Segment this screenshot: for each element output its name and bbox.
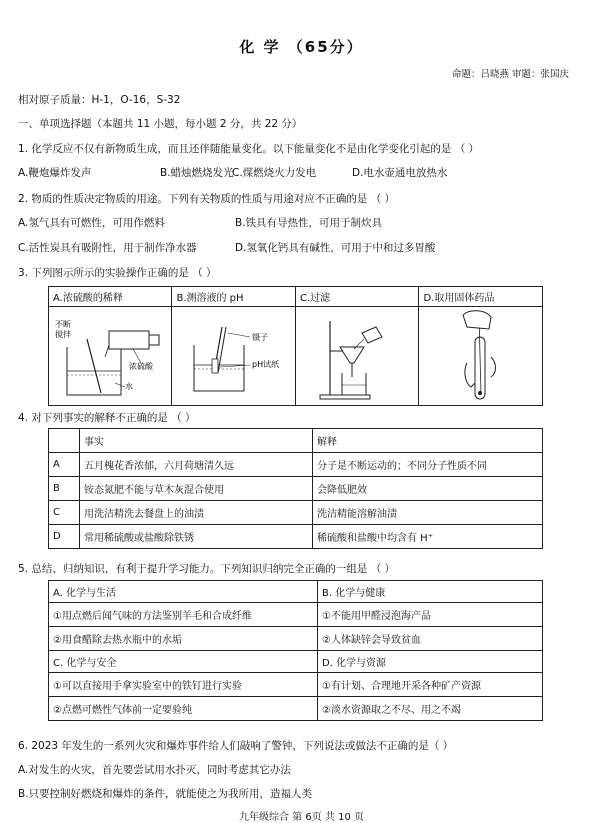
q1-option-a: A.鞭炮爆炸发声	[18, 167, 92, 179]
q2-option-d: D.氢氧化钙具有碱性，可用于中和过多胃酸	[235, 242, 436, 254]
q6-stem: 6. 2023 年发生的一系列火灾和爆炸事件给人们敲响了警钟，下列说法或做法不正确的是（ ）	[18, 740, 454, 752]
q4-row-d-explain: 稀硫酸和盐酸中均含有 H⁺	[313, 525, 543, 549]
q5-b-item-2: ②人体缺锌会导致贫血	[318, 627, 543, 651]
ph-paper-label: pH试纸	[252, 360, 280, 369]
acid-dilution-diagram	[49, 307, 173, 405]
q3-header-a: A.浓硫酸的稀释	[49, 287, 172, 307]
q6-option-a: A.对发生的火灾，首先要尝试用水扑灭，同时考虑其它办法	[18, 764, 291, 776]
acid-label: 浓硫酸	[129, 362, 153, 371]
authors-line: 命题：吕晓燕 审题：张国庆	[451, 69, 569, 80]
q3-image-b	[172, 307, 296, 406]
q1-option-d: D.电水壶通电放热水	[352, 167, 448, 179]
q4-row-a-key: A	[49, 453, 80, 477]
page-footer: 九年级综合 第 6页 共 10 页	[239, 812, 364, 823]
ph-test-diagram	[172, 307, 296, 405]
q4-row-d-key: D	[49, 525, 80, 549]
q4-row-c-key: C	[49, 501, 80, 525]
q3-table	[48, 286, 543, 406]
stir-label-2: 搅拌	[55, 330, 71, 339]
q4-row-c-fact: 用洗洁精洗去餐盘上的油渍	[80, 501, 313, 525]
q3-header-d: D.取用固体药品	[419, 287, 543, 307]
q4-row-b-key: B	[49, 477, 80, 501]
q5-head-d: D. 化学与资源	[318, 651, 543, 673]
q6-option-b: B.只要控制好燃烧和爆炸的条件，就能使之为我所用，造福人类	[18, 788, 313, 800]
section-heading: 一、单项选择题（本题共 11 小题，每小题 2 分，共 22 分）	[18, 118, 303, 130]
q5-a-item-2: ②用食醋除去热水瓶中的水垢	[49, 627, 318, 651]
q1-option-b: B.蜡烛燃烧发光	[160, 167, 234, 179]
q3-image-a	[49, 307, 172, 406]
q5-c-item-1: ①可以直接用手拿实验室中的铁钉进行实验	[49, 673, 318, 697]
q4-table	[48, 428, 543, 549]
q5-head-c: C. 化学与安全	[49, 651, 318, 673]
q5-a-item-1: ①用点燃后闻气味的方法鉴别羊毛和合成纤维	[49, 603, 318, 627]
q5-d-item-2: ②淡水资源取之不尽、用之不竭	[318, 697, 543, 721]
q1-option-c: C.煤燃烧火力发电	[232, 167, 317, 179]
q1-stem: 1. 化学反应不仅有新物质生成，而且还伴随能量变化。以下能量变化不是由化学变化引起的是 （ ）	[18, 143, 480, 155]
stir-label-1: 不断	[55, 320, 71, 329]
q5-c-item-2: ②点燃可燃性气体前一定要验纯	[49, 697, 318, 721]
q4-stem: 4. 对下列事实的解释不正确的是 （ ）	[18, 412, 196, 424]
q2-option-a: A.氢气具有可燃性，可用作燃料	[18, 217, 165, 229]
q2-option-b: B.铁具有导热性，可用于制炊具	[235, 217, 383, 229]
q3-stem: 3. 下列图示所示的实验操作正确的是 （ ）	[18, 267, 217, 279]
atomic-mass-line: 相对原子质量：H-1，O-16，S-32	[18, 94, 181, 106]
q4-header-fact: 事实	[80, 429, 313, 453]
q5-head-a: A. 化学与生活	[49, 581, 318, 603]
q4-row-a-fact: 五月槐花香浓郁，六月荷塘清久远	[80, 453, 313, 477]
q5-head-b: B. 化学与健康	[318, 581, 543, 603]
q4-row-b-explain: 会降低肥效	[313, 477, 543, 501]
q3-image-d	[419, 307, 543, 406]
q5-stem: 5. 总结、归纳知识，有利于提升学习能力。下列知识归纳完全正确的一组是 （ ）	[18, 563, 396, 575]
q2-stem: 2. 物质的性质决定物质的用途。下列有关物质的性质与用途对应不正确的是 （ ）	[18, 193, 396, 205]
exam-title: 化 学 （65分）	[239, 38, 364, 56]
q5-b-item-1: ①不能用甲醛浸泡海产品	[318, 603, 543, 627]
q5-table	[48, 580, 543, 721]
tweezers-label: 镊子	[252, 333, 269, 342]
q4-header-explain: 解释	[313, 429, 543, 453]
q4-row-d-fact: 常用稀硫酸或盐酸除铁锈	[80, 525, 313, 549]
q2-option-c: C.活性炭具有吸附性，用于制作净水器	[18, 242, 197, 254]
q3-image-c	[296, 307, 419, 406]
q4-row-c-explain: 洗洁精能溶解油渍	[313, 501, 543, 525]
filtration-diagram	[296, 307, 420, 405]
solid-reagent-diagram	[419, 307, 543, 405]
q3-header-c: C.过滤	[296, 287, 419, 307]
q4-row-a-explain: 分子是不断运动的；不同分子性质不同	[313, 453, 543, 477]
q5-d-item-1: ①有计划、合理地开采各种矿产资源	[318, 673, 543, 697]
q4-row-b-fact: 铵态氮肥不能与草木灰混合使用	[80, 477, 313, 501]
water-label: 水	[125, 382, 133, 391]
q3-header-b: B.测溶液的 pH	[172, 287, 296, 307]
